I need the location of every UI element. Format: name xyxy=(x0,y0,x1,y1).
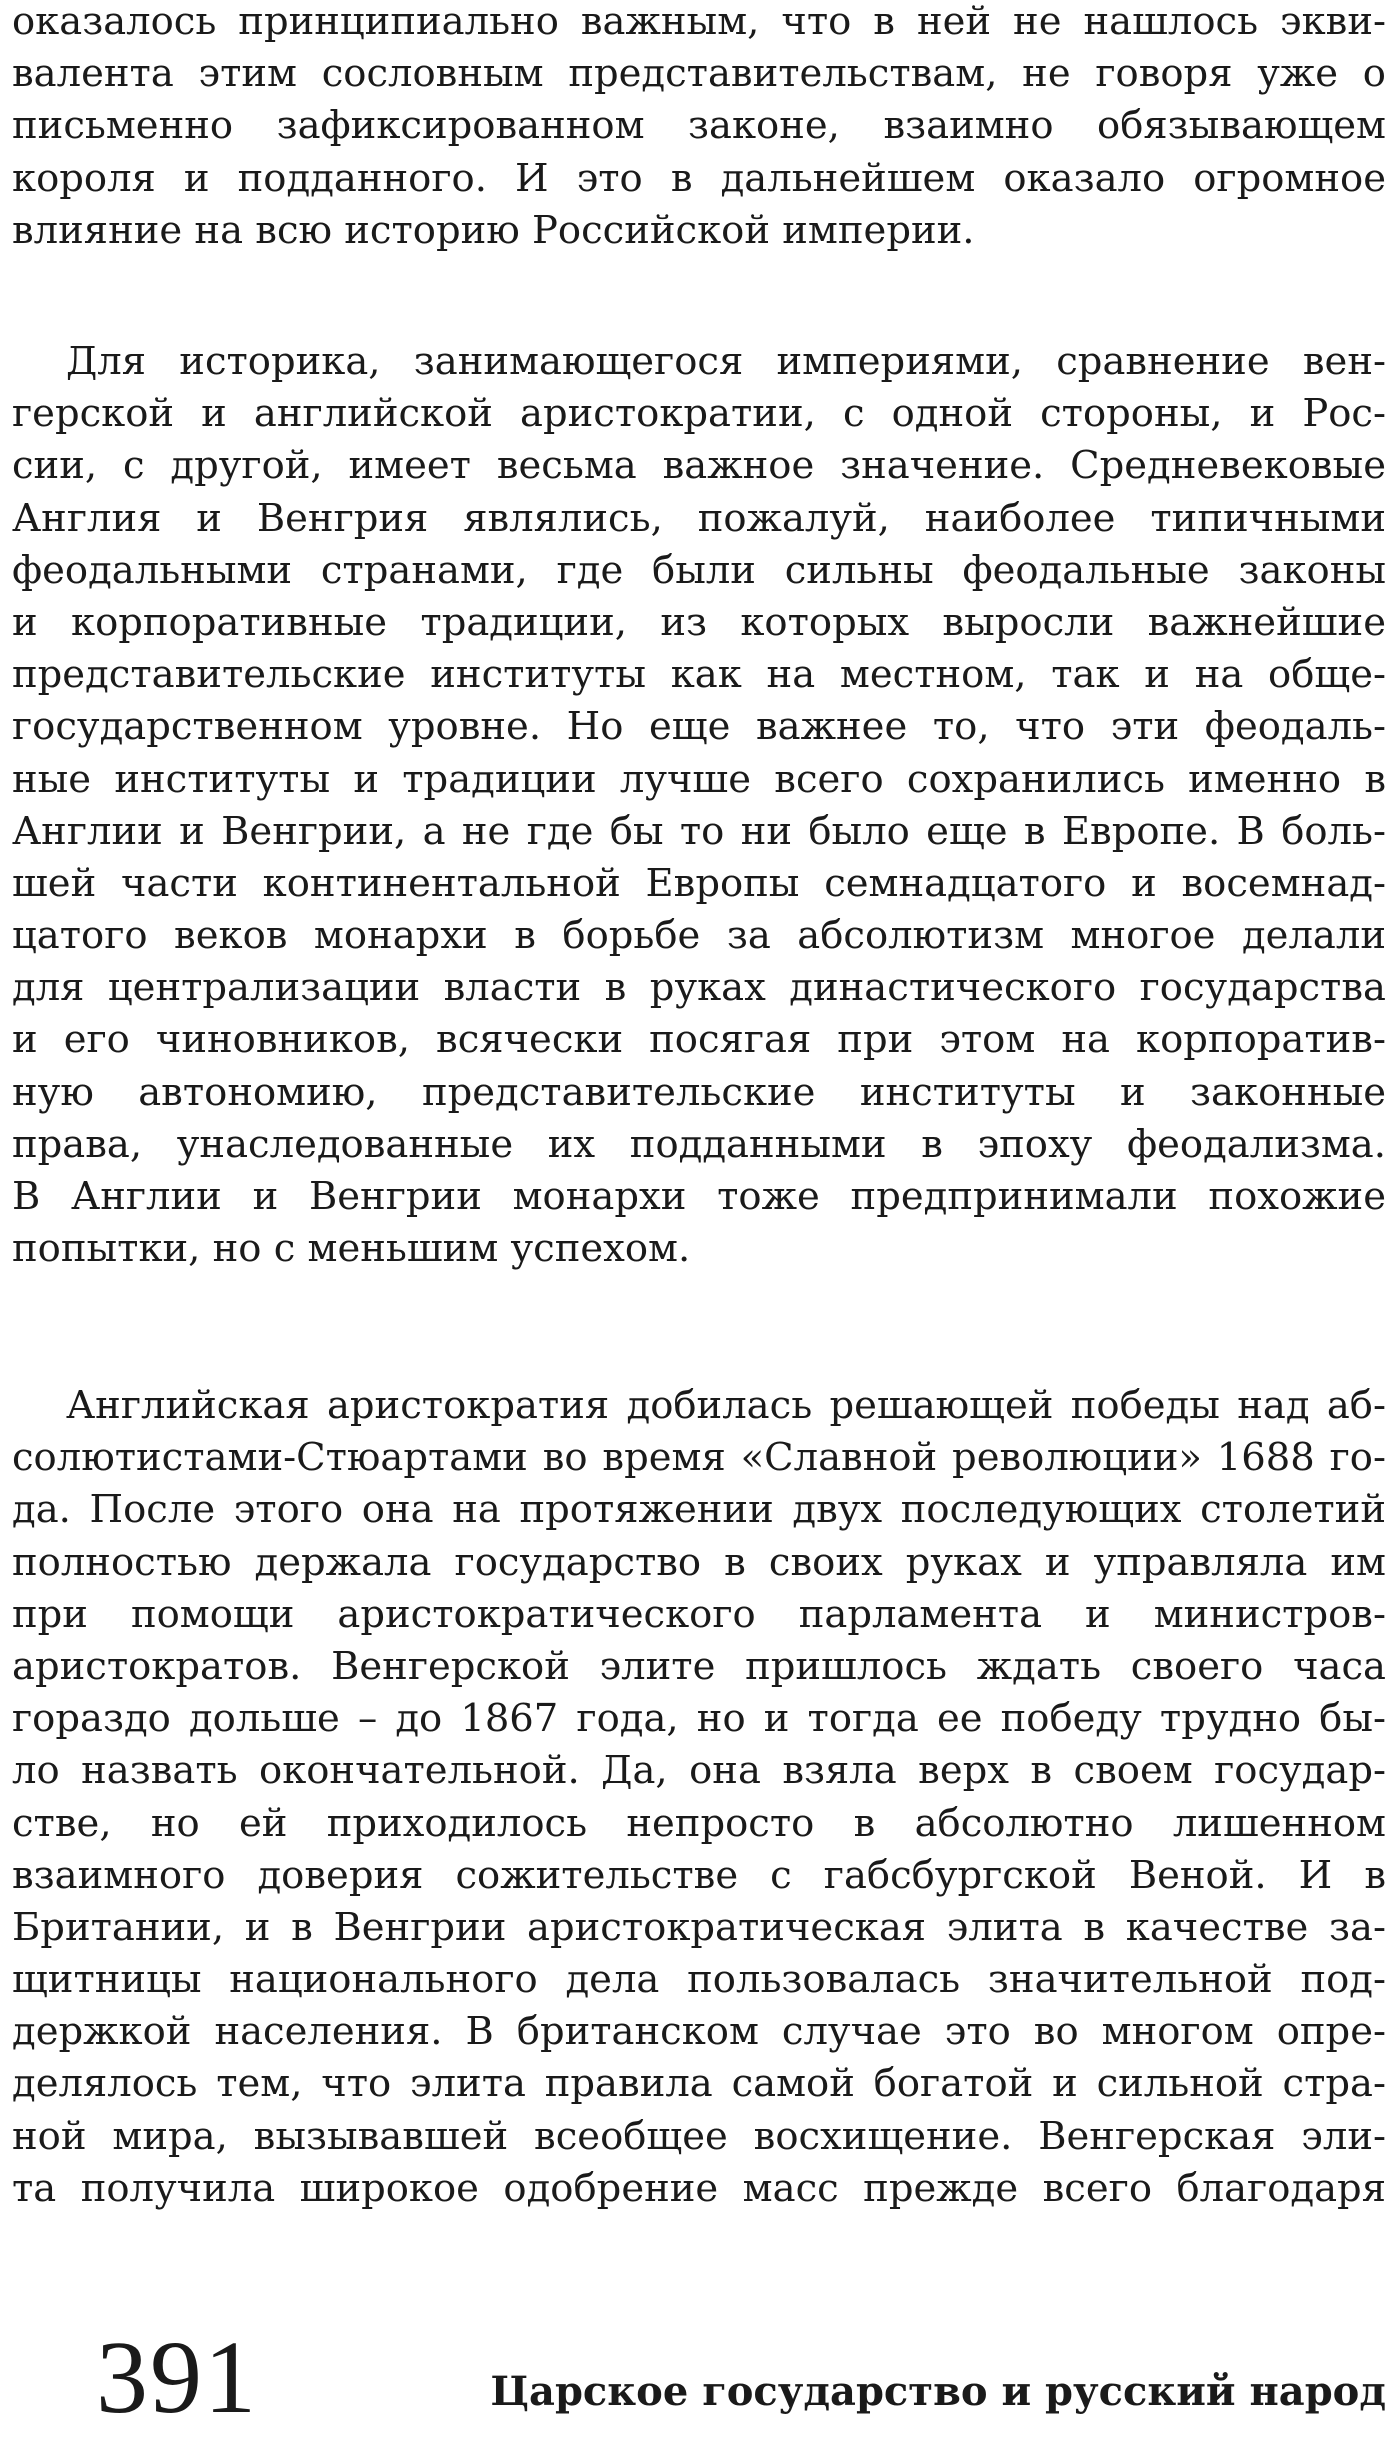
text-line: Английская аристократия добилась решающей победы над аб- xyxy=(66,1383,1386,1428)
text-line: шей части континентальной Европы семнадцатого и восемнад- xyxy=(12,860,1386,906)
text-line: феодальными странами, где были сильны феодальные законы xyxy=(12,547,1386,593)
paragraph-english-hungarian-aristocracy xyxy=(12,1380,1386,2215)
text-line: государственном уровне. Но еще важнее то, что эти феодаль- xyxy=(12,704,1386,750)
text-line: и корпоративные традиции, из которых выросли важнейшие xyxy=(12,599,1386,645)
text-line: ные институты и традиции лучше всего сохранились именно в xyxy=(12,756,1386,802)
text-line: ной мира, вызывавшей всеобщее восхищение. Венгерская эли- xyxy=(12,2113,1386,2159)
text-line: аристократов. Венгерской элите пришлось ждать своего часа xyxy=(12,1643,1386,1689)
text-line: цатого веков монархи в борьбе за абсолютизм многое делали xyxy=(12,913,1386,959)
text-line: попытки, но с меньшим успехом. xyxy=(12,1226,691,1272)
text-line: Англия и Венгрия являлись, пожалуй, наиболее типичными xyxy=(12,495,1386,541)
text-line: стве, но ей приходилось непросто в абсолютно лишенном xyxy=(12,1800,1386,1846)
text-line: короля и подданного. И это в дальнейшем оказало огромное xyxy=(12,155,1386,201)
text-line: оказалось принципиально важным, что в ней не нашлось экви- xyxy=(12,0,1386,44)
text-line: ло назвать окончательной. Да, она взяла верх в своем государ- xyxy=(12,1748,1386,1794)
text-line: держкой населения. В британском случае это во многом опре- xyxy=(12,2009,1386,2055)
text-line: представительские институты как на местном, так и на обще- xyxy=(12,652,1386,698)
text-line: та получила широкое одобрение масс прежде всего благодаря xyxy=(12,2165,1386,2211)
text-line: валента этим сословным представительствам, не говоря уже о xyxy=(12,51,1386,97)
text-line: Британии, и в Венгрии аристократическая элита в качестве за- xyxy=(12,1904,1386,1950)
page-number: 391 xyxy=(96,2320,258,2435)
paragraph-continuation xyxy=(12,0,1386,257)
text-line: Для историка, занимающегося империями, сравнение вен- xyxy=(66,339,1386,384)
text-line: щитницы национального дела пользовалась значительной под- xyxy=(12,1957,1386,2003)
text-line: В Англии и Венгрии монархи тоже предпринимали похожие xyxy=(12,1174,1386,1219)
text-line: полностью держала государство в своих руках и управляла им xyxy=(12,1539,1386,1585)
text-line: герской и английской аристократии, с одной стороны, и Рос- xyxy=(12,391,1386,437)
text-line: письменно зафиксированном законе, взаимно обязывающем xyxy=(12,103,1386,149)
text-line: ную автономию, представительские институты и законные xyxy=(12,1069,1386,1115)
paragraph-empires-comparison xyxy=(12,336,1386,1275)
text-line: влияние на всю историю Российской империи. xyxy=(12,207,975,253)
text-line: при помощи аристократического парламента и министров- xyxy=(12,1591,1386,1637)
text-line: права, унаследованные их подданными в эпоху феодализма. xyxy=(12,1121,1386,1167)
text-line: Англии и Венгрии, а не где бы то ни было еще в Европе. В боль- xyxy=(12,808,1386,854)
running-title: Царское государство и русский народ xyxy=(490,2368,1386,2415)
text-line: солютистами-Стюартами во время «Славной революции» 1688 го- xyxy=(12,1435,1386,1481)
text-line: да. После этого она на протяжении двух последующих столетий xyxy=(12,1487,1386,1533)
text-line: сии, с другой, имеет весьма важное значение. Средневековые xyxy=(12,443,1386,489)
text-line: взаимного доверия сожительстве с габсбургской Веной. И в xyxy=(12,1852,1386,1898)
text-line: делялось тем, что элита правила самой богатой и сильной стра- xyxy=(12,2061,1386,2107)
text-line: для централизации власти в руках династического государства xyxy=(12,965,1386,1011)
text-line: гораздо дольше – до 1867 года, но и тогда ее победу трудно бы- xyxy=(12,1696,1386,1742)
text-line: и его чиновников, всячески посягая при этом на корпоратив- xyxy=(12,1017,1386,1063)
